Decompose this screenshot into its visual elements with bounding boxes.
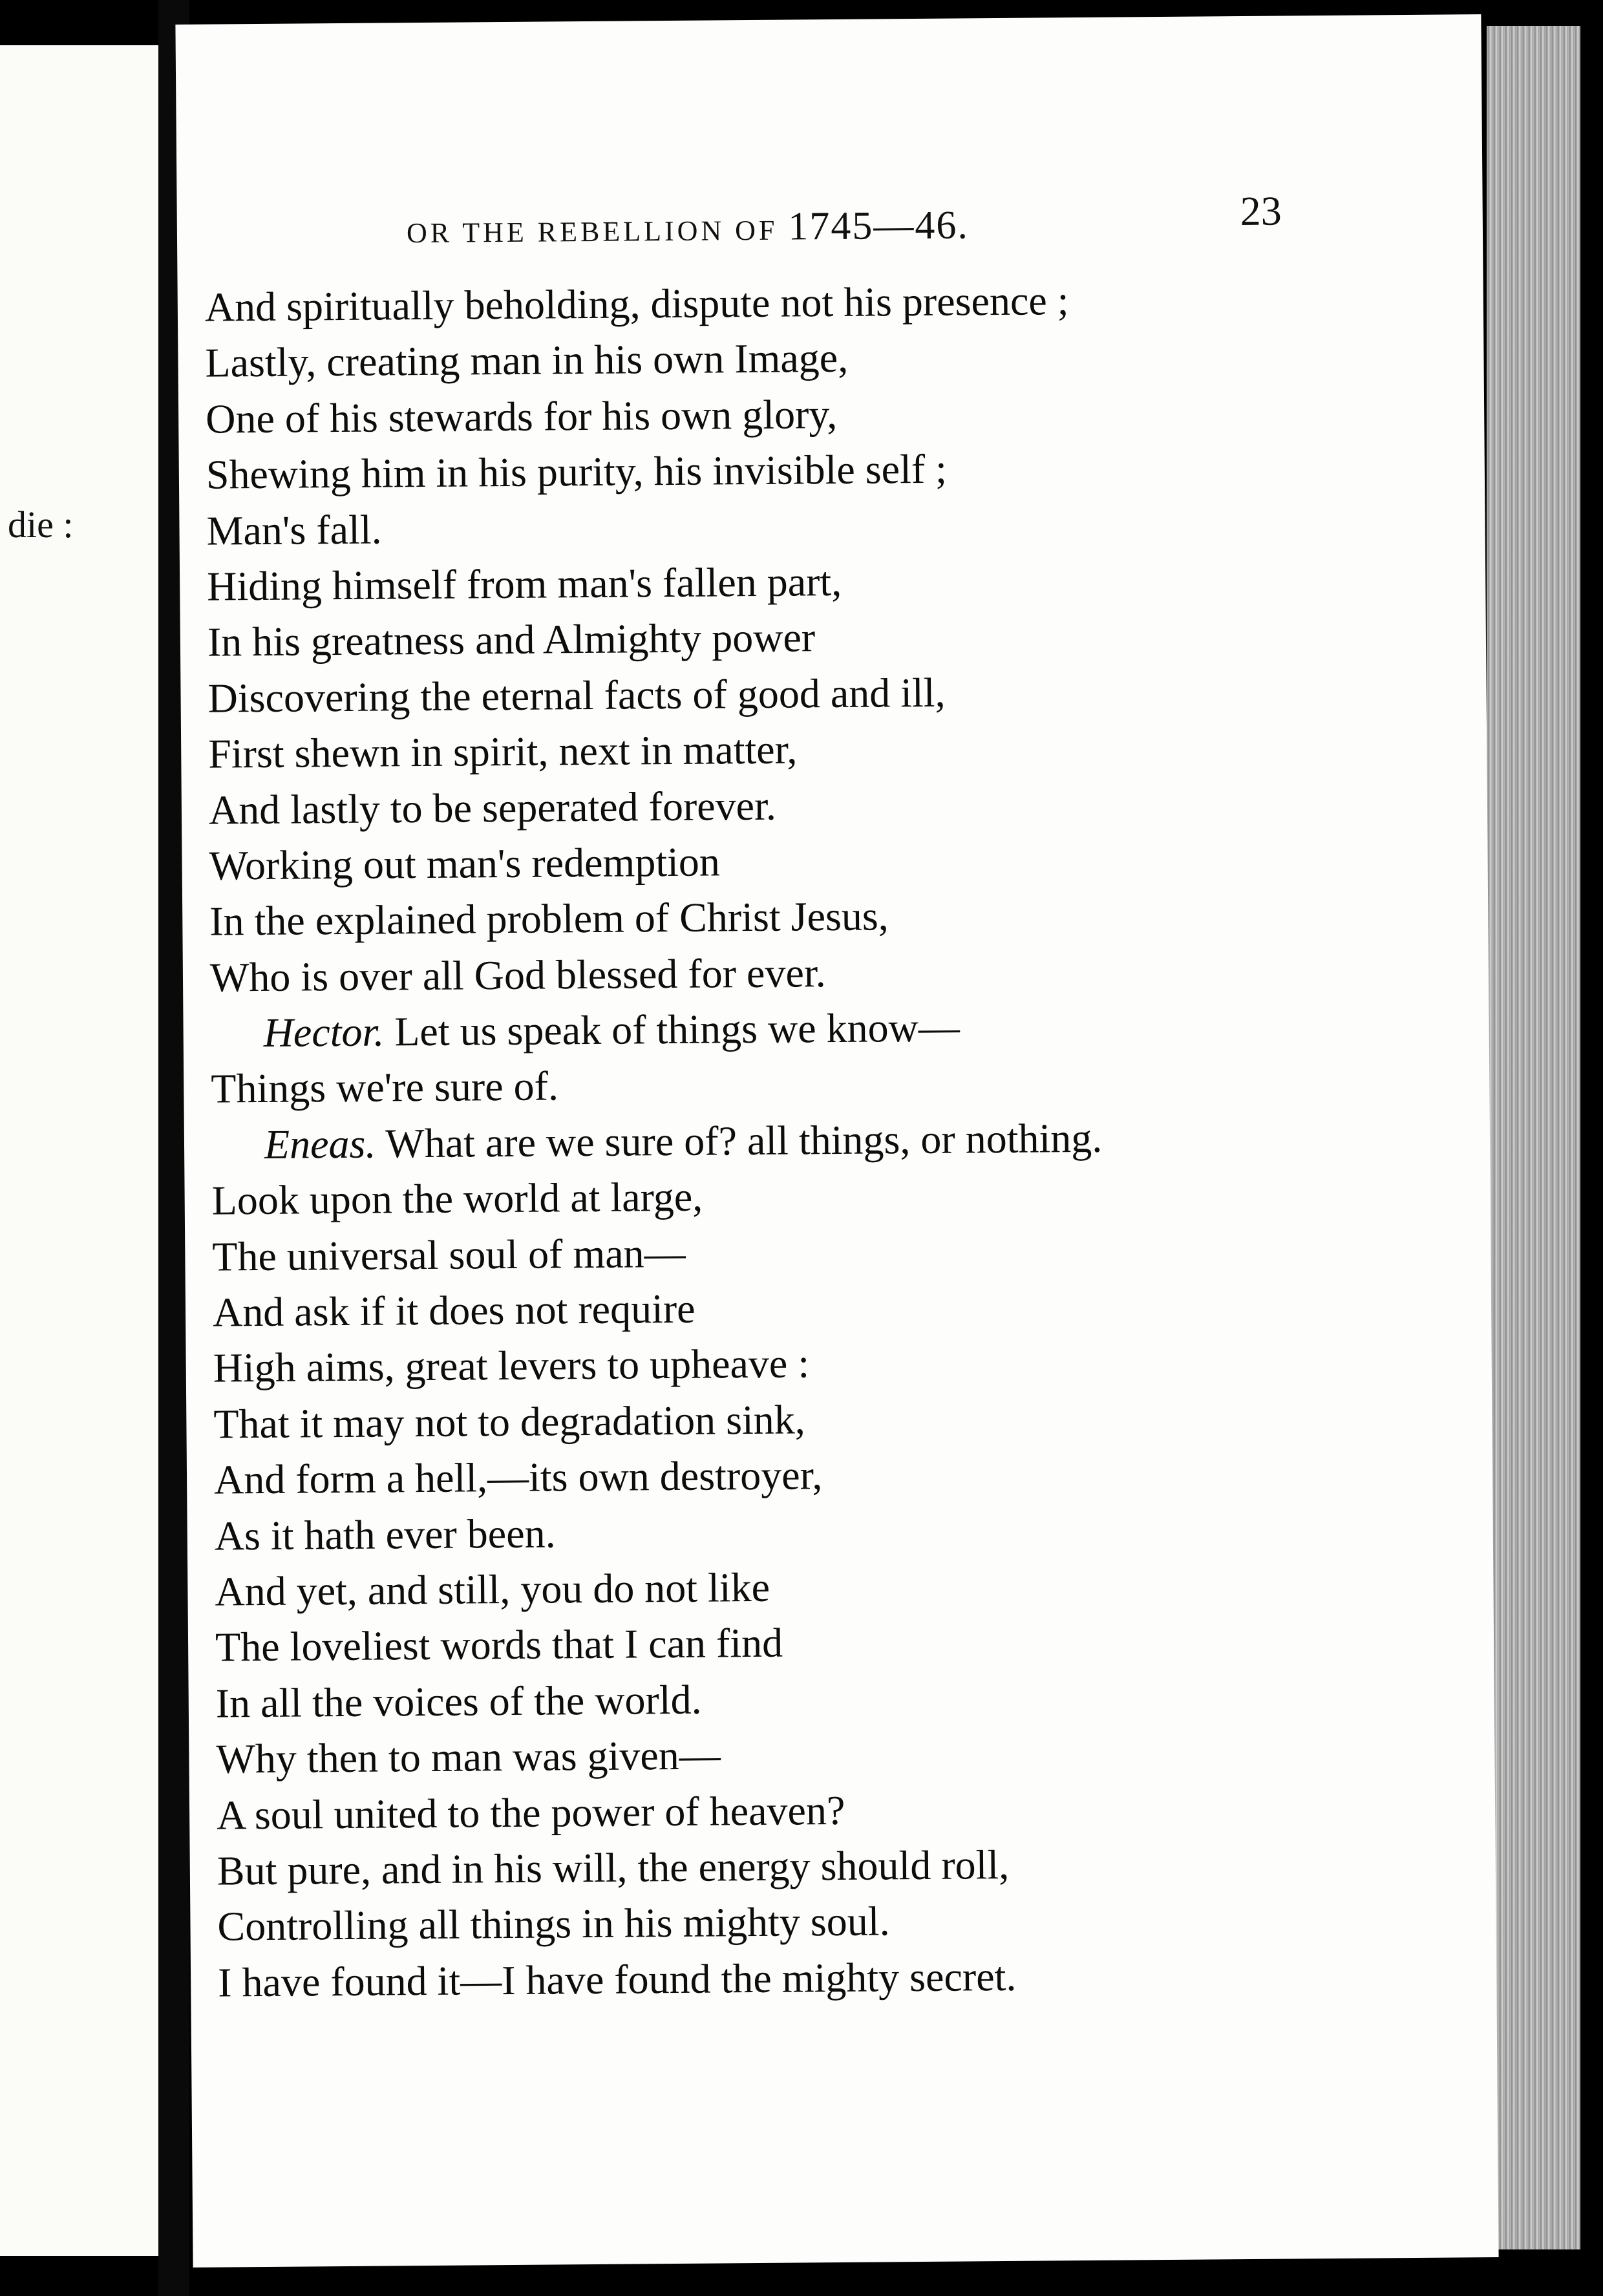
line-text: The universal soul of man— [212,1229,686,1280]
line-text: But pure, and in his will, the energy should roll, [217,1841,1010,1894]
poem-line [214,1498,1481,1564]
line-text: Let us speak of things we know— [394,1004,961,1055]
page-edges [1487,26,1580,2249]
poem-line [217,1778,1484,1844]
poem-line [206,493,1474,559]
running-head-title: OR THE REBELLION OF [406,214,778,250]
line-text: Look upon the world at large, [211,1173,703,1224]
poem-line [215,1666,1483,1732]
line-text: Things we're sure of. [211,1063,559,1112]
line-text: Discovering the eternal facts of good and ill, [207,669,946,721]
line-text: Who is over all God blessed for ever. [209,949,826,1001]
line-text: In his greatness and Almighty power [207,614,816,665]
poem-line [205,270,1472,335]
line-text: Lastly, creating man in his own Image, [205,335,849,387]
line-text: And yet, and still, you do not like [215,1564,770,1615]
poem-line [206,381,1473,447]
poem-line [209,772,1476,838]
poem-line [216,1721,1483,1787]
line-text: Working out man's redemption [209,838,721,889]
running-head [407,202,970,253]
left-page-text: die : [8,504,74,546]
poem-line [209,884,1477,950]
line-text: High aims, great levers to upheave : [213,1340,810,1392]
line-text: I have found it—I have found the mighty secret. [217,1953,1017,2006]
line-text: In all the voices of the world. [215,1676,702,1727]
line-text: In the explained problem of Christ Jesus, [209,893,889,944]
poem-line [210,995,1478,1061]
poem-text [205,270,1485,2010]
poem-line [211,1163,1479,1229]
line-text: Hiding himself from man's fallen part, [206,558,842,610]
poem-line [214,1442,1481,1508]
running-head-years: 1745—46. [788,203,970,249]
line-text: What are we sure of? all things, or nothing. [385,1114,1103,1167]
poem-line [213,1387,1481,1452]
line-text: And ask if it does not require [212,1285,695,1335]
poem-line [207,661,1475,727]
line-text: A soul united to the power of heaven? [216,1787,845,1838]
line-text: As it hath ever been. [214,1510,556,1559]
poem-line [211,1107,1479,1173]
line-text: The loveliest words that I can find [215,1620,783,1670]
line-text: And lastly to be seperated forever. [208,782,777,833]
poem-line [212,1219,1480,1285]
line-text: Man's fall. [206,506,382,554]
poem-line [207,605,1475,671]
poem-line [208,716,1476,782]
poem-line [215,1554,1482,1620]
poem-line [213,1331,1480,1397]
poem-line [205,326,1472,392]
speaker-name: Hector. [263,1008,385,1056]
poem-line [218,1945,1485,2011]
poem-line [209,828,1476,894]
poem-line [211,1052,1478,1118]
line-text: One of his stewards for his own glory, [205,390,838,442]
line-text: That it may not to degradation sink, [213,1396,806,1447]
left-page-fragment [0,45,158,2256]
poem-line [210,940,1478,1006]
poem-line [213,1275,1480,1341]
line-text: First shewn in spirit, next in matter, [207,726,798,777]
book-page [175,14,1498,2268]
speaker-name: Eneas. [264,1120,376,1167]
poem-line [217,1833,1485,1899]
poem-line [215,1610,1483,1676]
line-text: And spiritually beholding, dispute not his presence ; [204,277,1069,330]
line-text: And form a hell,—its own destroyer, [213,1452,823,1503]
poem-line [206,437,1474,503]
line-text: Shewing him in his purity, his invisible self ; [206,445,948,498]
poem-line [217,1889,1485,1955]
poem-line [207,549,1474,615]
line-text: Why then to man was given— [216,1732,721,1782]
line-text: Controlling all things in his mighty soul. [217,1898,890,1950]
page-number: 23 [1240,187,1282,235]
